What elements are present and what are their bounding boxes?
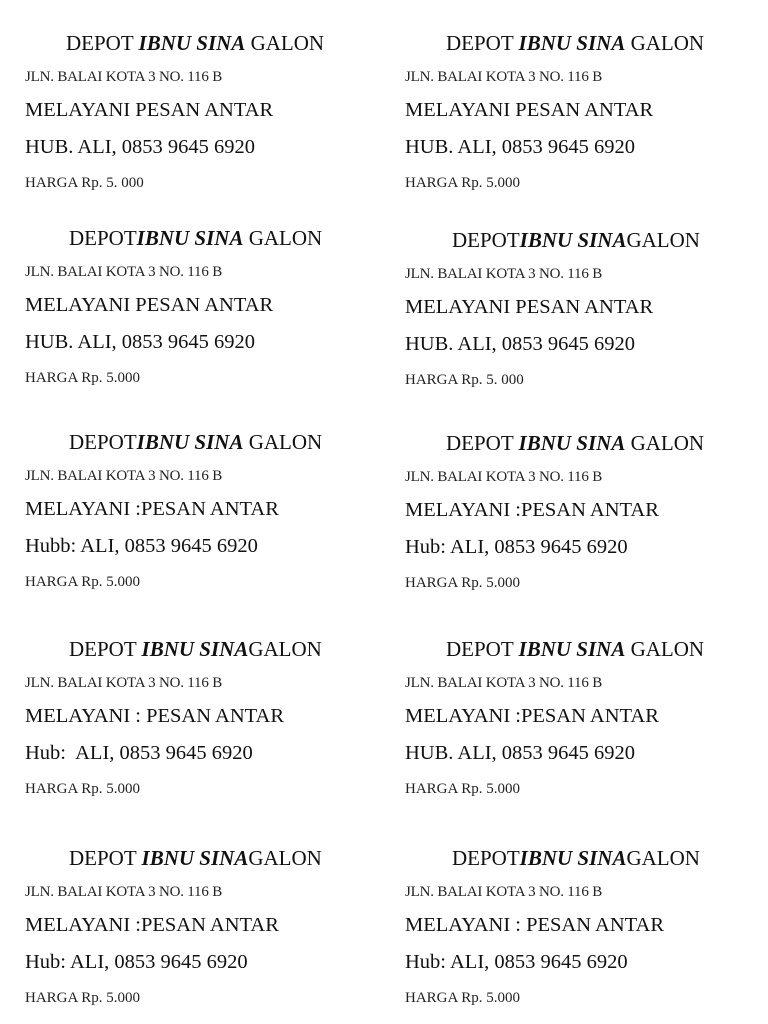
title-galon: GALON [248, 637, 322, 661]
label-service: MELAYANI PESAN ANTAR [405, 296, 654, 318]
label-address: JLN. BALAI KOTA 3 NO. 116 B [25, 264, 223, 280]
label-contact: HUB. ALI, 0853 9645 6920 [405, 136, 636, 158]
label-price: HARGA Rp. 5.000 [405, 781, 521, 797]
label-price: HARGA Rp. 5.000 [25, 781, 141, 797]
title-galon: GALON [626, 228, 700, 252]
title-galon: GALON [625, 637, 705, 661]
label-address: JLN. BALAI KOTA 3 NO. 116 B [25, 468, 223, 484]
label-address: JLN. BALAI KOTA 3 NO. 116 B [405, 675, 603, 691]
label-title [446, 30, 704, 56]
title-depot: DEPOT [69, 846, 142, 870]
label-title [69, 636, 322, 662]
title-brand: IBNU SINA [136, 226, 244, 250]
title-brand: IBNU SINA [141, 637, 249, 661]
label-service: MELAYANI :PESAN ANTAR [25, 914, 279, 936]
label-price: HARGA Rp. 5. 000 [405, 372, 524, 388]
label-contact: HUB. ALI, 0853 9645 6920 [25, 136, 256, 158]
label-contact: HUB. ALI, 0853 9645 6920 [405, 742, 636, 764]
label-address: JLN. BALAI KOTA 3 NO. 116 B [405, 266, 603, 282]
label-contact: Hub: ALI, 0853 9645 6920 [405, 951, 628, 973]
label-service: MELAYANI :PESAN ANTAR [405, 499, 659, 521]
label-title [69, 845, 322, 871]
title-brand: IBNU SINA [518, 431, 626, 455]
label-service: MELAYANI PESAN ANTAR [405, 99, 654, 121]
title-brand: IBNU SINA [518, 637, 626, 661]
label-contact: Hub: ALI, 0853 9645 6920 [25, 951, 248, 973]
label-contact: Hub: ALI, 0853 9645 6920 [25, 742, 253, 764]
title-galon: GALON [243, 226, 323, 250]
label-price: HARGA Rp. 5.000 [405, 175, 521, 191]
title-galon: GALON [625, 31, 705, 55]
title-depot: DEPOT [452, 846, 520, 870]
title-galon: GALON [626, 846, 700, 870]
label-price: HARGA Rp. 5.000 [405, 575, 521, 591]
label-title [452, 845, 700, 871]
label-address: JLN. BALAI KOTA 3 NO. 116 B [405, 69, 603, 85]
label-title [69, 429, 322, 455]
title-galon: GALON [245, 31, 325, 55]
label-contact: Hub: ALI, 0853 9645 6920 [405, 536, 628, 558]
label-contact: Hubb: ALI, 0853 9645 6920 [25, 535, 258, 557]
title-depot: DEPOT [446, 637, 519, 661]
label-address: JLN. BALAI KOTA 3 NO. 116 B [25, 675, 223, 691]
label-service: MELAYANI PESAN ANTAR [25, 99, 274, 121]
label-contact: HUB. ALI, 0853 9645 6920 [405, 333, 636, 355]
label-title [66, 30, 324, 56]
title-depot: DEPOT [66, 31, 139, 55]
title-depot: DEPOT [69, 430, 137, 454]
label-service: MELAYANI : PESAN ANTAR [405, 914, 665, 936]
label-price: HARGA Rp. 5.000 [405, 990, 521, 1006]
title-brand: IBNU SINA [141, 846, 249, 870]
label-address: JLN. BALAI KOTA 3 NO. 116 B [25, 884, 223, 900]
title-depot: DEPOT [446, 31, 519, 55]
label-service: MELAYANI :PESAN ANTAR [405, 705, 659, 727]
label-title [446, 430, 704, 456]
label-contact: HUB. ALI, 0853 9645 6920 [25, 331, 256, 353]
title-brand: IBNU SINA [138, 31, 246, 55]
label-title [69, 225, 322, 251]
title-depot: DEPOT [446, 431, 519, 455]
label-price: HARGA Rp. 5.000 [25, 990, 141, 1006]
label-address: JLN. BALAI KOTA 3 NO. 116 B [405, 884, 603, 900]
title-galon: GALON [248, 846, 322, 870]
label-price: HARGA Rp. 5. 000 [25, 175, 144, 191]
title-brand: IBNU SINA [518, 31, 626, 55]
title-depot: DEPOT [69, 637, 142, 661]
label-title [446, 636, 704, 662]
label-title [452, 227, 700, 253]
title-depot: DEPOT [69, 226, 137, 250]
label-service: MELAYANI PESAN ANTAR [25, 294, 274, 316]
title-galon: GALON [243, 430, 323, 454]
label-service: MELAYANI :PESAN ANTAR [25, 498, 279, 520]
label-price: HARGA Rp. 5.000 [25, 574, 141, 590]
label-price: HARGA Rp. 5.000 [25, 370, 141, 386]
title-depot: DEPOT [452, 228, 520, 252]
label-service: MELAYANI : PESAN ANTAR [25, 705, 285, 727]
title-galon: GALON [625, 431, 705, 455]
label-address: JLN. BALAI KOTA 3 NO. 116 B [25, 69, 223, 85]
label-address: JLN. BALAI KOTA 3 NO. 116 B [405, 469, 603, 485]
title-brand: IBNU SINA [519, 228, 627, 252]
title-brand: IBNU SINA [136, 430, 244, 454]
title-brand: IBNU SINA [519, 846, 627, 870]
